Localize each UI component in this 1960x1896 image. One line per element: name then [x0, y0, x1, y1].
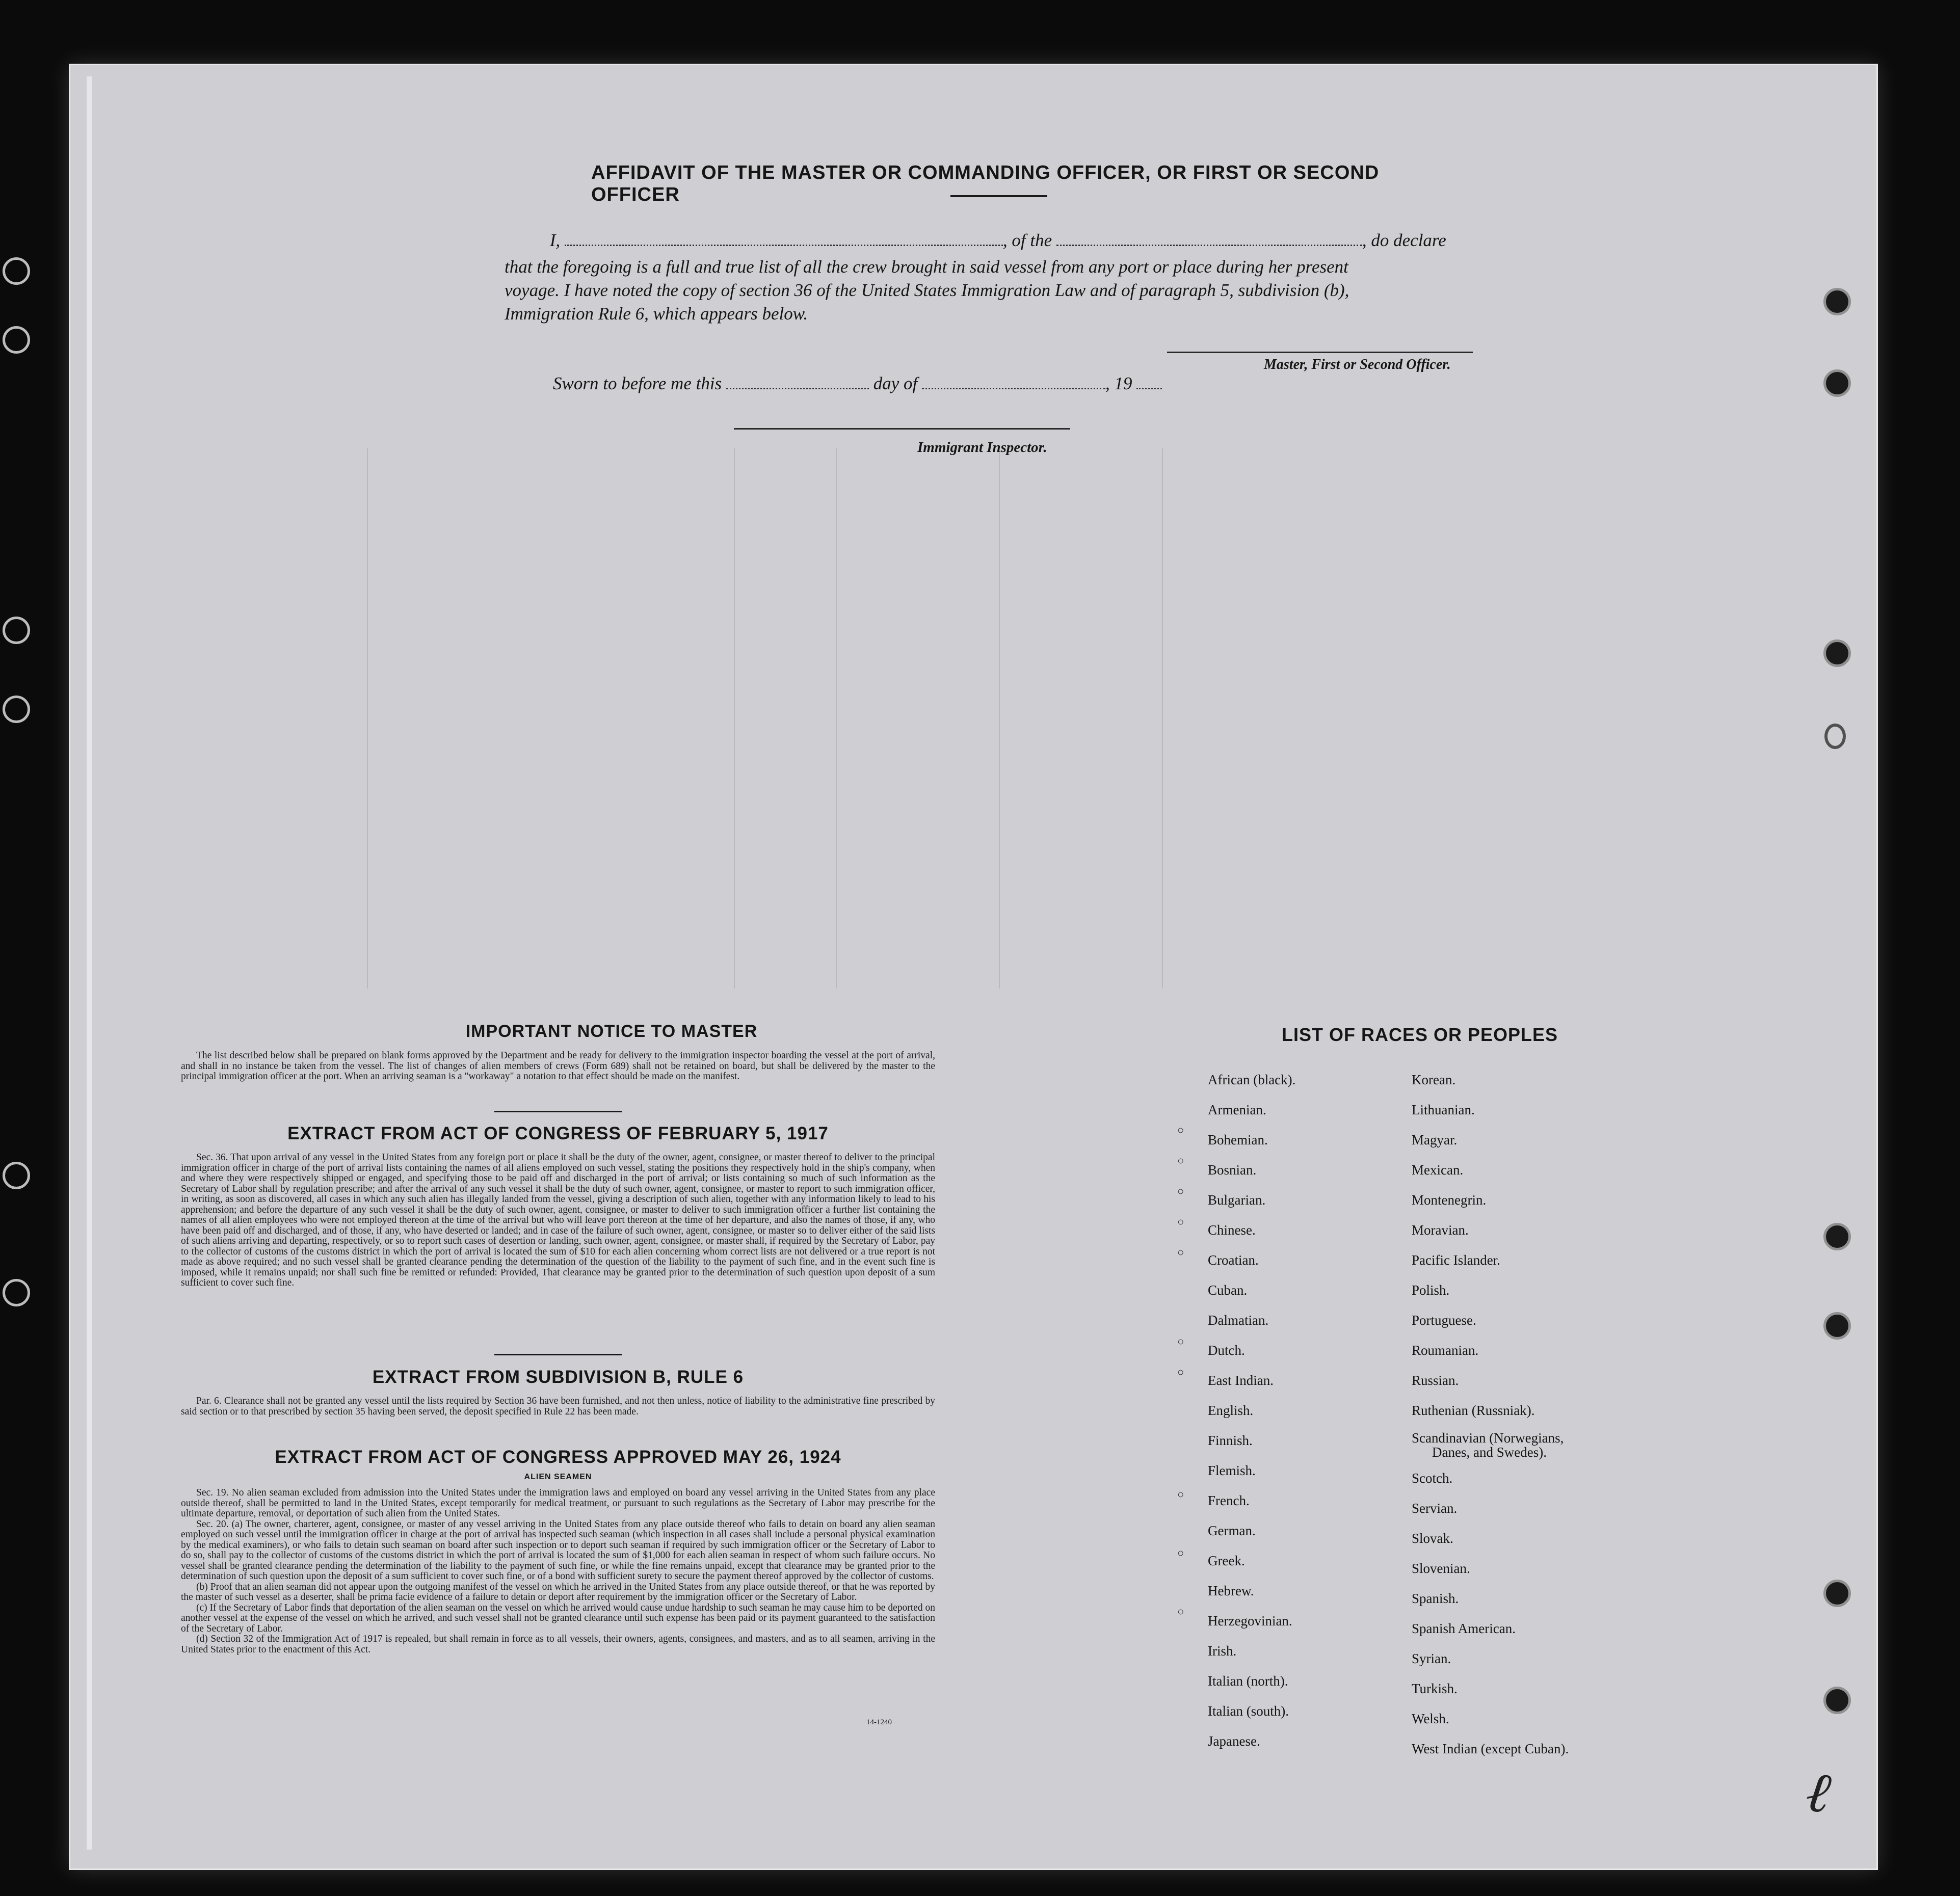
race-item: Greek.: [1208, 1553, 1245, 1568]
race-item: Lithuanian.: [1412, 1102, 1475, 1117]
bleed-through-rule: [367, 448, 368, 989]
check-mark-icon: ○: [1177, 1124, 1184, 1136]
race-item-scandinavian-line-1: Scandinavian (Norwegians,: [1412, 1430, 1564, 1446]
race-item: Montenegrin.: [1412, 1192, 1487, 1208]
bleed-through-rule: [1162, 448, 1163, 989]
race-item: Magyar.: [1412, 1132, 1458, 1147]
race-item: West Indian (except Cuban).: [1412, 1741, 1569, 1756]
race-item: Korean.: [1412, 1072, 1456, 1087]
bleed-through-rule: [999, 448, 1000, 989]
affidavit-line-1: [505, 228, 1493, 253]
sec20b-text: (b) Proof that an alien seaman did not appear upon the outgoing manifest of the vessel on which he arrived in the United States from any place outside thereof, or that he was reported by the master of such vessel as a deserter, shall be prima facie evidence of a failure to detain or deport after requirement by the immigration officer or the Secretary of Labor.: [181, 1581, 935, 1603]
sec20a-text: Sec. 20. (a) The owner, charterer, agent, consignee, or master of any vessel arriving in the United States from any place outside thereof who fails to detain on board any alien seaman employed on such vessel until the immigration officer in charge at the port of arrival has inspected such seaman (which inspection in all cases shall include a personal physical examination by the medical examiners), or who fails to detain such seaman on board after such inspection or to deport such seaman if required by such immigration officer or the Secretary of Labor to do so, shall pay to the collector of customs of the customs district in which the port of arrival is located the sum of $1,000 for each alien seaman in respect of whom such failure occurs. No vessel shall be granted clearance pending the determination of the liability to the payment of such fine, or while the fine remains unpaid, except that clearance may be granted prior to the determination of such question upon the deposit of a sum sufficient to cover such fine, or of a bond with sufficient surety to secure the payment thereof approved by the collector of customs.: [181, 1518, 935, 1582]
bleed-through-rule: [836, 448, 837, 989]
race-item: Spanish.: [1412, 1591, 1459, 1606]
par6-text: Par. 6. Clearance shall not be granted any vessel until the lists required by Section 36 have been furnished, and not then unless, notice of liability to the administrative fine prescribed by said section or to that prescribed by section 35 having been served, the deposit specified in Rule 22 has been made.: [181, 1396, 935, 1417]
race-item: German.: [1208, 1523, 1256, 1538]
name-blank[interactable]: [565, 239, 1003, 246]
race-item-scandinavian: [1412, 1426, 1569, 1463]
title-rule: [950, 195, 1047, 197]
page-edge: [87, 76, 92, 1850]
race-item: Scotch.: [1412, 1471, 1453, 1486]
punch-hole-right: [1823, 1687, 1851, 1714]
affidavit-line-3: voyage. I have noted the copy of section 36 of the United States Immigration Law and of paragraph 5, subdivision (b),: [505, 280, 1349, 300]
race-item: French.: [1208, 1493, 1250, 1508]
sec20c-text: (c) If the Secretary of Labor finds that deportation of the alien seaman on the vessel on which he arrived would cause undue hardship to such seaman he may cause him to be deported on another vessel at the expense of the vessel on which he arrived, and such vessel shall not be granted clearance until such expense has been paid or its payment guaranteed to the satisfaction of the Secretary of Labor.: [181, 1602, 935, 1634]
punch-hole-right: [1823, 1312, 1851, 1340]
punch-hole-right: [1824, 724, 1846, 749]
check-mark-icon: ○: [1177, 1215, 1184, 1228]
inspector-label: Immigrant Inspector.: [917, 439, 1047, 456]
extract-1924-title: EXTRACT FROM ACT OF CONGRESS APPROVED MAY 26, 1924: [275, 1447, 841, 1467]
handwritten-mark-icon: ℓ: [1802, 1760, 1835, 1825]
check-mark-icon: ○: [1177, 1246, 1184, 1259]
affidavit-line-4: Immigration Rule 6, which appears below.: [505, 304, 808, 324]
signature-line[interactable]: [1167, 352, 1473, 353]
race-item: Italian (north).: [1208, 1673, 1288, 1689]
race-item: Bosnian.: [1208, 1162, 1257, 1178]
sworn-year-blank[interactable]: [1136, 383, 1162, 389]
race-item: Welsh.: [1412, 1711, 1449, 1726]
divider: [494, 1111, 622, 1112]
check-mark-icon: ○: [1177, 1605, 1184, 1618]
race-item: Finnish.: [1208, 1433, 1253, 1448]
notice-body: [181, 1051, 935, 1082]
race-item: Spanish American.: [1412, 1621, 1516, 1636]
race-item: Portuguese.: [1412, 1313, 1476, 1328]
punch-hole-right: [1823, 1580, 1851, 1607]
race-item: Cuban.: [1208, 1283, 1248, 1298]
race-item: Dalmatian.: [1208, 1313, 1269, 1328]
signature-label: Master, First or Second Officer.: [1264, 357, 1451, 372]
sworn-year: , 19: [1105, 373, 1132, 393]
punch-hole-left: [3, 617, 30, 644]
check-mark-icon: ○: [1177, 1185, 1184, 1197]
races-column-2: [1412, 1065, 1569, 1764]
sec20d-text: (d) Section 32 of the Immigration Act of 1917 is repealed, but shall remain in force as to all vessels, their owners, agents, consignees, and masters, and as to all seamen, arriving in the United States prior to the enactment of this Act.: [181, 1634, 935, 1655]
race-item: Armenian.: [1208, 1102, 1266, 1117]
check-mark-icon: ○: [1177, 1488, 1184, 1501]
race-item: East Indian.: [1208, 1373, 1274, 1388]
check-mark-icon: ○: [1177, 1546, 1184, 1559]
race-item: Mexican.: [1412, 1162, 1464, 1178]
check-mark-icon: ○: [1177, 1154, 1184, 1167]
race-item: African (black).: [1208, 1072, 1296, 1087]
race-item: Hebrew.: [1208, 1583, 1254, 1598]
race-item: Slovak.: [1412, 1531, 1453, 1546]
race-item: Ruthenian (Russniak).: [1412, 1403, 1535, 1418]
extract-1924-body: [181, 1488, 935, 1655]
affidavit-declare: , do declare: [1362, 230, 1446, 250]
notice-text: The list described below shall be prepared on blank forms approved by the Department and be ready for delivery to the immigration inspector boarding the vessel at the port of arrival, and shall in no instance be taken from the vessel. The list of changes of alien members of crews (Form 689) shall not be retained on board, but shall be delivered by the master to the principal immigration officer at the port. When an arriving seaman is a "workaway" a notation to that effect should be made on the manifest.: [181, 1050, 935, 1082]
extract-1917-body: [181, 1153, 935, 1289]
race-item: Bulgarian.: [1208, 1192, 1266, 1208]
punch-hole-left: [3, 1162, 30, 1189]
affidavit-line-2: that the foregoing is a full and true list of all the crew brought in said vessel from any port or place during her present: [505, 257, 1348, 277]
punch-hole-right: [1823, 1223, 1851, 1250]
races-column-1: [1208, 1065, 1295, 1756]
form-number: 14-1240: [866, 1718, 892, 1726]
races-title: LIST OF RACES OR PEOPLES: [1282, 1024, 1558, 1045]
punch-hole-right: [1823, 639, 1851, 667]
race-item: Flemish.: [1208, 1463, 1256, 1478]
race-item: Syrian.: [1412, 1651, 1451, 1666]
race-item: Turkish.: [1412, 1681, 1458, 1696]
punch-hole-left: [3, 326, 30, 354]
sworn-day-blank[interactable]: [726, 383, 869, 389]
sworn-prefix: Sworn to before me this: [553, 373, 722, 393]
sec36-text: Sec. 36. That upon arrival of any vessel in the United States from any foreign port or place it shall be the duty of the owner, agent, consignee, or master thereof to deliver to the principal immigration officer in charge of the port of arrival lists containing the names of all aliens employed on such vessel, stating the positions they respectively hold in the ship's company, when and where they were respectively shipped or engaged, and specifying those to be paid off and discharged in the port of arrival; or lists containing so much of such information as the Secretary of Labor shall by regulation prescribe; and after the arrival of any such vessel it shall be the duty of such owner, agent, consignee, or master to report to such immigration officer, in writing, as soon as discovered, all cases in which any such alien has illegally landed from the vessel, giving a description of such alien, together with any information likely to lead to his apprehension; and before the departure of any such vessel it shall be the duty of such owner, agent, consignee, or master to deliver to such immigration officer a further list containing the names of all alien employees who were not employed thereon at the time of the arrival but who will leave port thereon at the time of her departure, and also the names of those, if any, who have been paid off and discharged, and of those, if any, who have deserted or landed; and in case of the failure of such owner, agent, consignee, or master so to deliver either of the said lists of such aliens arriving and departing, respectively, or so to report such cases of desertion or landing, such owner, agent, consignee, or master shall, if required by the Secretary of Labor, pay to the collector of customs of the customs district in which the port of arrival is located the sum of $10 for each alien concerning whom correct lists are not delivered or a true report is not made as above required; and no such vessel shall be granted clearance pending the determination of the question of the liability to the payment of such fine, and in the event such fine is imposed, while it remains unpaid; nor shall such fine be remitted or refunded: Provided, That clearance may be granted prior to the determination of such question upon deposit of a sum sufficient to cover such fine.: [181, 1152, 935, 1288]
race-item: Bohemian.: [1208, 1132, 1268, 1147]
inspector-signature-line[interactable]: [734, 428, 1070, 430]
bleed-through-rule: [734, 448, 735, 989]
race-item-scandinavian-line-2: Danes, and Swedes).: [1432, 1445, 1547, 1460]
race-item: Irish.: [1208, 1643, 1237, 1659]
race-item: Dutch.: [1208, 1343, 1245, 1358]
affidavit-i: I,: [549, 230, 561, 250]
race-item: Servian.: [1412, 1501, 1458, 1516]
affidavit-of-the: , of the: [1002, 230, 1052, 250]
divider: [494, 1354, 622, 1355]
affidavit-title: AFFIDAVIT OF THE MASTER OR COMMANDING OFFICER, OR FIRST OR SECOND OFFICER: [591, 162, 1380, 205]
race-item: Moravian.: [1412, 1222, 1469, 1238]
notice-title: IMPORTANT NOTICE TO MASTER: [465, 1022, 758, 1041]
sworn-month-blank[interactable]: [922, 383, 1105, 389]
race-item: Herzegovinian.: [1208, 1613, 1292, 1628]
extract-rule6-body: [181, 1396, 935, 1417]
alien-seamen-subtitle: ALIEN SEAMEN: [524, 1473, 592, 1481]
race-item: Russian.: [1412, 1373, 1459, 1388]
check-mark-icon: ○: [1177, 1366, 1184, 1378]
race-item: Italian (south).: [1208, 1703, 1289, 1719]
punch-hole-left: [3, 696, 30, 723]
race-item: Pacific Islander.: [1412, 1252, 1500, 1268]
punch-hole-right: [1823, 288, 1851, 315]
race-item: Chinese.: [1208, 1222, 1256, 1238]
extract-rule6-title: EXTRACT FROM SUBDIVISION B, RULE 6: [372, 1367, 744, 1387]
race-item: Croatian.: [1208, 1252, 1259, 1268]
race-item: Polish.: [1412, 1283, 1450, 1298]
race-item: English.: [1208, 1403, 1254, 1418]
extract-1917-title: EXTRACT FROM ACT OF CONGRESS OF FEBRUARY 5, 1917: [287, 1124, 829, 1143]
sec19-text: Sec. 19. No alien seaman excluded from admission into the United States under the immigration laws and employed on board any vessel arriving in the United States from any place outside thereof, shall be permitted to land in the United States, except temporarily for medical treatment, or pursuant to such regulations as the Secretary of Labor may prescribe for the ultimate departure, removal, or deportation of such alien from the United States.: [181, 1487, 935, 1519]
punch-hole-left: [3, 257, 30, 285]
race-item: Japanese.: [1208, 1733, 1260, 1749]
race-item: Slovenian.: [1412, 1561, 1470, 1576]
punch-hole-right: [1823, 369, 1851, 397]
vessel-blank[interactable]: [1056, 239, 1362, 246]
check-mark-icon: ○: [1177, 1335, 1184, 1348]
race-item: Roumanian.: [1412, 1343, 1479, 1358]
sworn-line: [553, 373, 1162, 394]
punch-hole-left: [3, 1279, 30, 1306]
sworn-day-label: day of: [873, 373, 918, 393]
